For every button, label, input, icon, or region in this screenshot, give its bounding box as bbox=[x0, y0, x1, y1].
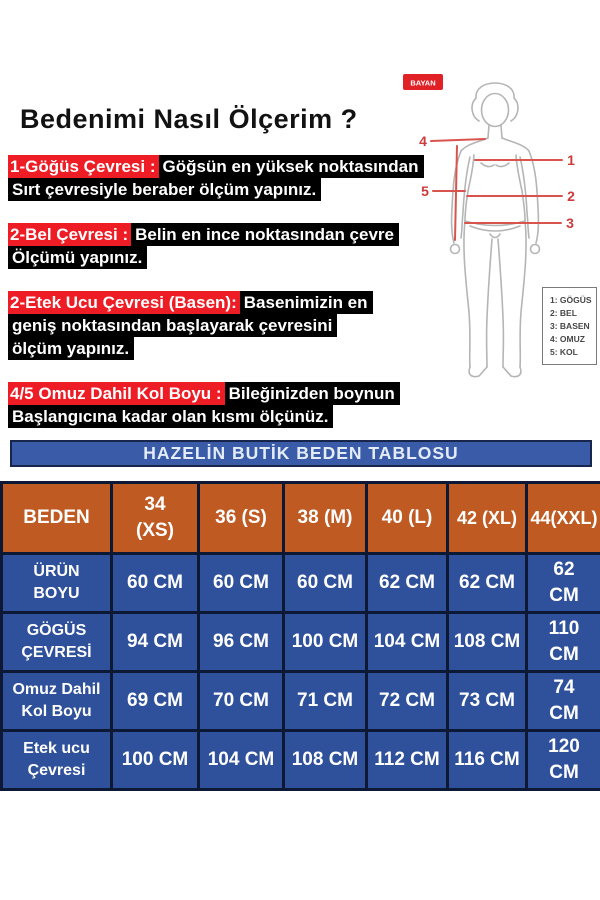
table-header-cell: 36 (S) bbox=[199, 483, 284, 554]
table-cell: 110 CM bbox=[527, 613, 600, 672]
table-cell: 60 CM bbox=[199, 554, 284, 613]
instruction-text-line: Ölçümü yapınız. bbox=[8, 246, 147, 269]
table-header-cell: 40 (L) bbox=[367, 483, 448, 554]
table-cell: 73 CM bbox=[448, 672, 527, 731]
table-cell: 62 CM bbox=[367, 554, 448, 613]
diagram-legend bbox=[542, 287, 597, 365]
table-cell: 104 CM bbox=[199, 731, 284, 790]
instruction-text-line: Basenimizin en bbox=[240, 291, 373, 314]
table-cell: 104 CM bbox=[367, 613, 448, 672]
table-cell: 94 CM bbox=[112, 613, 199, 672]
instruction-text-line: Başlangıcına kadar olan kısmı ölçünüz. bbox=[8, 405, 333, 428]
instruction-block bbox=[8, 155, 468, 201]
callout-arm: 5 bbox=[421, 183, 429, 199]
gender-badge-label: BAYAN bbox=[410, 78, 436, 88]
instruction-text-line: ölçüm yapınız. bbox=[8, 337, 134, 360]
table-row-label: Etek ucu Çevresi bbox=[2, 731, 112, 790]
instructions bbox=[8, 155, 468, 450]
table-row bbox=[2, 554, 600, 613]
size-table bbox=[0, 481, 600, 791]
table-cell: 74 CM bbox=[527, 672, 600, 731]
legend-item: 4: OMUZ bbox=[550, 334, 585, 344]
table-row-label: Omuz Dahil Kol Boyu bbox=[2, 672, 112, 731]
legend-item: 1: GÖGÜS bbox=[550, 295, 592, 305]
instruction-text-line: geniş noktasından başlayarak çevresini bbox=[8, 314, 337, 337]
table-cell: 72 CM bbox=[367, 672, 448, 731]
table-cell: 112 CM bbox=[367, 731, 448, 790]
page-title: Bedenimi Nasıl Ölçerim ? bbox=[20, 104, 358, 134]
legend-item: 3: BASEN bbox=[550, 321, 590, 331]
instruction-label: 4/5 Omuz Dahil Kol Boyu : bbox=[8, 382, 225, 405]
table-cell: 96 CM bbox=[199, 613, 284, 672]
table-header-row bbox=[2, 483, 600, 554]
table-header-cell: 38 (M) bbox=[284, 483, 367, 554]
size-table-title: HAZELİN BUTİK BEDEN TABLOSU bbox=[10, 440, 592, 467]
callout-waist: 2 bbox=[567, 188, 575, 204]
size-table-body bbox=[2, 483, 600, 790]
instruction-block bbox=[8, 223, 468, 269]
table-cell: 71 CM bbox=[284, 672, 367, 731]
instruction-text-line: Belin en ince noktasından çevre bbox=[131, 223, 399, 246]
table-header-cell: 34 (XS) bbox=[112, 483, 199, 554]
table-cell: 108 CM bbox=[448, 613, 527, 672]
callout-hip: 3 bbox=[566, 215, 574, 231]
table-cell: 62 CM bbox=[527, 554, 600, 613]
callout-chest: 1 bbox=[567, 152, 575, 168]
table-cell: 116 CM bbox=[448, 731, 527, 790]
table-cell: 100 CM bbox=[112, 731, 199, 790]
table-row bbox=[2, 613, 600, 672]
table-cell: 60 CM bbox=[284, 554, 367, 613]
legend-item: 2: BEL bbox=[550, 308, 577, 318]
instruction-label: 1-Göğüs Çevresi : bbox=[8, 155, 159, 178]
table-row-label: ÜRÜN BOYU bbox=[2, 554, 112, 613]
instruction-text-line: Göğsün en yüksek noktasından bbox=[159, 155, 424, 178]
legend-item: 5: KOL bbox=[550, 347, 578, 357]
instruction-text-line: Bileğinizden boynun bbox=[225, 382, 400, 405]
table-cell: 69 CM bbox=[112, 672, 199, 731]
gender-badge bbox=[403, 74, 443, 90]
instruction-label: 2-Etek Ucu Çevresi (Basen): bbox=[8, 291, 240, 314]
table-cell: 108 CM bbox=[284, 731, 367, 790]
instruction-block bbox=[8, 291, 468, 360]
table-cell: 62 CM bbox=[448, 554, 527, 613]
instruction-block bbox=[8, 382, 468, 428]
table-cell: 100 CM bbox=[284, 613, 367, 672]
callout-shoulder: 4 bbox=[419, 133, 427, 149]
table-header-cell: 44(XXL) bbox=[527, 483, 600, 554]
table-header-cell: 42 (XL) bbox=[448, 483, 527, 554]
table-cell: 60 CM bbox=[112, 554, 199, 613]
table-cell: 70 CM bbox=[199, 672, 284, 731]
table-header-cell: BEDEN bbox=[2, 483, 112, 554]
table-cell: 120 CM bbox=[527, 731, 600, 790]
table-row-label: GÖGÜS ÇEVRESİ bbox=[2, 613, 112, 672]
table-row bbox=[2, 672, 600, 731]
instruction-text-line: Sırt çevresiyle beraber ölçüm yapınız. bbox=[8, 178, 321, 201]
instruction-label: 2-Bel Çevresi : bbox=[8, 223, 131, 246]
table-row bbox=[2, 731, 600, 790]
